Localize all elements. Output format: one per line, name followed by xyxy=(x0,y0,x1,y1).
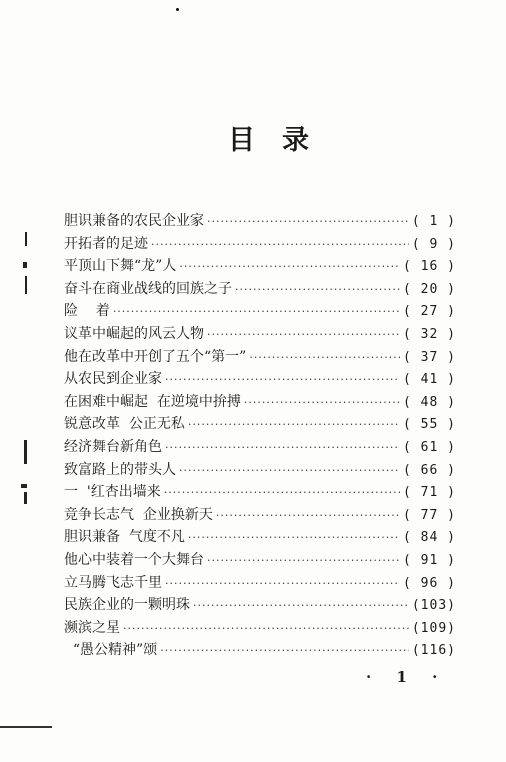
toc-entry xyxy=(64,368,456,391)
toc-dot-leader xyxy=(244,392,400,415)
toc-entry xyxy=(64,459,456,482)
toc-dot-leader xyxy=(165,437,400,460)
toc-entry xyxy=(64,436,456,459)
toc-dot-leader xyxy=(188,414,400,437)
toc-entry xyxy=(64,549,456,572)
toc-dot-leader xyxy=(207,550,400,573)
table-of-contents xyxy=(64,210,456,662)
toc-entry-page: ( 41 ) xyxy=(403,372,456,388)
toc-entry xyxy=(64,391,456,414)
toc-entry xyxy=(64,481,456,504)
toc-entry-page: ( 84 ) xyxy=(403,530,456,546)
toc-entry-page: ( 77 ) xyxy=(403,507,456,523)
scan-speck xyxy=(176,8,179,11)
scan-edge-line xyxy=(0,726,52,728)
toc-entry-title: 胆识兼备的农民企业家 xyxy=(64,213,204,229)
toc-dot-leader xyxy=(113,301,400,324)
toc-dot-leader xyxy=(235,279,400,302)
toc-entry-page: ( 16 ) xyxy=(403,259,456,275)
toc-entry-title: 致富路上的带头人 xyxy=(64,461,176,478)
toc-entry-title: “愚公精神”颂 xyxy=(64,642,158,659)
toc-entry-title: 奋斗在商业战线的回族之子 xyxy=(64,280,232,297)
toc-entry-title: 他在改革中开创了五个“第一” xyxy=(64,348,247,365)
toc-dot-leader xyxy=(123,618,409,641)
toc-entry-page: ( 1 ) xyxy=(411,214,456,229)
toc-dot-leader xyxy=(165,573,400,596)
binding-hole-mark xyxy=(24,440,27,464)
toc-entry-page: ( 32 ) xyxy=(403,326,456,342)
toc-dot-leader xyxy=(216,505,400,528)
page-title xyxy=(228,118,318,154)
toc-entry-page: ( 71 ) xyxy=(403,485,456,501)
toc-entry xyxy=(64,323,456,346)
toc-entry-page: ( 48 ) xyxy=(403,394,456,410)
toc-entry xyxy=(64,255,456,278)
toc-entry-page: ( 66 ) xyxy=(403,462,456,478)
toc-dot-leader xyxy=(207,324,400,347)
page-number: · 1 · xyxy=(366,668,448,686)
toc-entry-page: ( 61 ) xyxy=(403,439,456,455)
toc-dot-leader xyxy=(179,460,400,483)
toc-entry-title: 开拓者的足迹 xyxy=(64,235,148,252)
toc-entry-page: ( 91 ) xyxy=(403,552,456,568)
toc-entry-title: 一 '红杏出墙来 xyxy=(64,484,161,501)
title-char-2: 录 xyxy=(282,125,309,156)
toc-entry xyxy=(64,233,456,256)
toc-dot-leader xyxy=(249,347,400,370)
toc-entry-page: ( 55 ) xyxy=(403,417,456,433)
title-char-1: 目 xyxy=(228,125,255,156)
toc-entry-title: 险 着 xyxy=(64,303,110,320)
toc-entry xyxy=(64,300,456,323)
toc-dot-leader xyxy=(207,211,409,234)
toc-entry-title: 从农民到企业家 xyxy=(64,371,162,388)
toc-entry-title: 濒滨之星 xyxy=(64,619,120,636)
toc-entry-title: 平顶山下舞“龙”人 xyxy=(64,258,177,275)
toc-entry-title: 经济舞台新角色 xyxy=(64,438,162,455)
toc-entry xyxy=(64,504,456,527)
toc-entry-title: 议革中崛起的风云人物 xyxy=(64,325,204,342)
toc-entry xyxy=(64,639,456,662)
toc-entry-title: 立马腾飞志千里 xyxy=(64,574,162,591)
toc-entry xyxy=(64,594,456,617)
toc-entry xyxy=(64,278,456,301)
binding-hole-mark xyxy=(25,276,27,294)
toc-entry-title: 在困难中崛起 在逆境中拚搏 xyxy=(64,393,241,410)
toc-dot-leader xyxy=(151,234,409,257)
toc-entry-page: ( 20 ) xyxy=(403,281,456,297)
binding-hole-mark xyxy=(21,484,27,488)
toc-entry xyxy=(64,526,456,549)
toc-dot-leader xyxy=(164,482,400,505)
binding-hole-mark xyxy=(23,262,27,268)
toc-entry-title: 胆识兼备 气度不凡 xyxy=(64,529,185,546)
toc-entry xyxy=(64,617,456,640)
binding-hole-mark xyxy=(25,232,27,246)
toc-dot-leader xyxy=(165,369,400,392)
toc-entry xyxy=(64,210,456,233)
toc-dot-leader xyxy=(160,640,409,663)
toc-entry-page: ( 9 ) xyxy=(411,236,456,252)
toc-entry-page: (103) xyxy=(411,598,456,614)
toc-entry-page: (109) xyxy=(411,620,456,636)
toc-entry-title: 民族企业的一颗明珠 xyxy=(64,597,190,614)
toc-dot-leader xyxy=(188,527,400,550)
toc-entry-title: 竞争长志气 企业换新天 xyxy=(64,506,213,523)
binding-hole-mark xyxy=(24,492,27,504)
toc-entry-page: ( 37 ) xyxy=(403,349,456,365)
toc-entry-page: ( 27 ) xyxy=(403,304,456,320)
toc-entry xyxy=(64,572,456,595)
toc-entry xyxy=(64,346,456,369)
toc-dot-leader xyxy=(193,595,409,618)
toc-dot-leader xyxy=(179,256,400,279)
toc-entry-page: (116) xyxy=(411,643,456,659)
toc-entry-title: 他心中装着一个大舞台 xyxy=(64,551,204,568)
toc-entry xyxy=(64,413,456,436)
toc-entry-title: 锐意改革 公正无私 xyxy=(64,416,185,433)
toc-entry-page: ( 96 ) xyxy=(403,575,456,591)
